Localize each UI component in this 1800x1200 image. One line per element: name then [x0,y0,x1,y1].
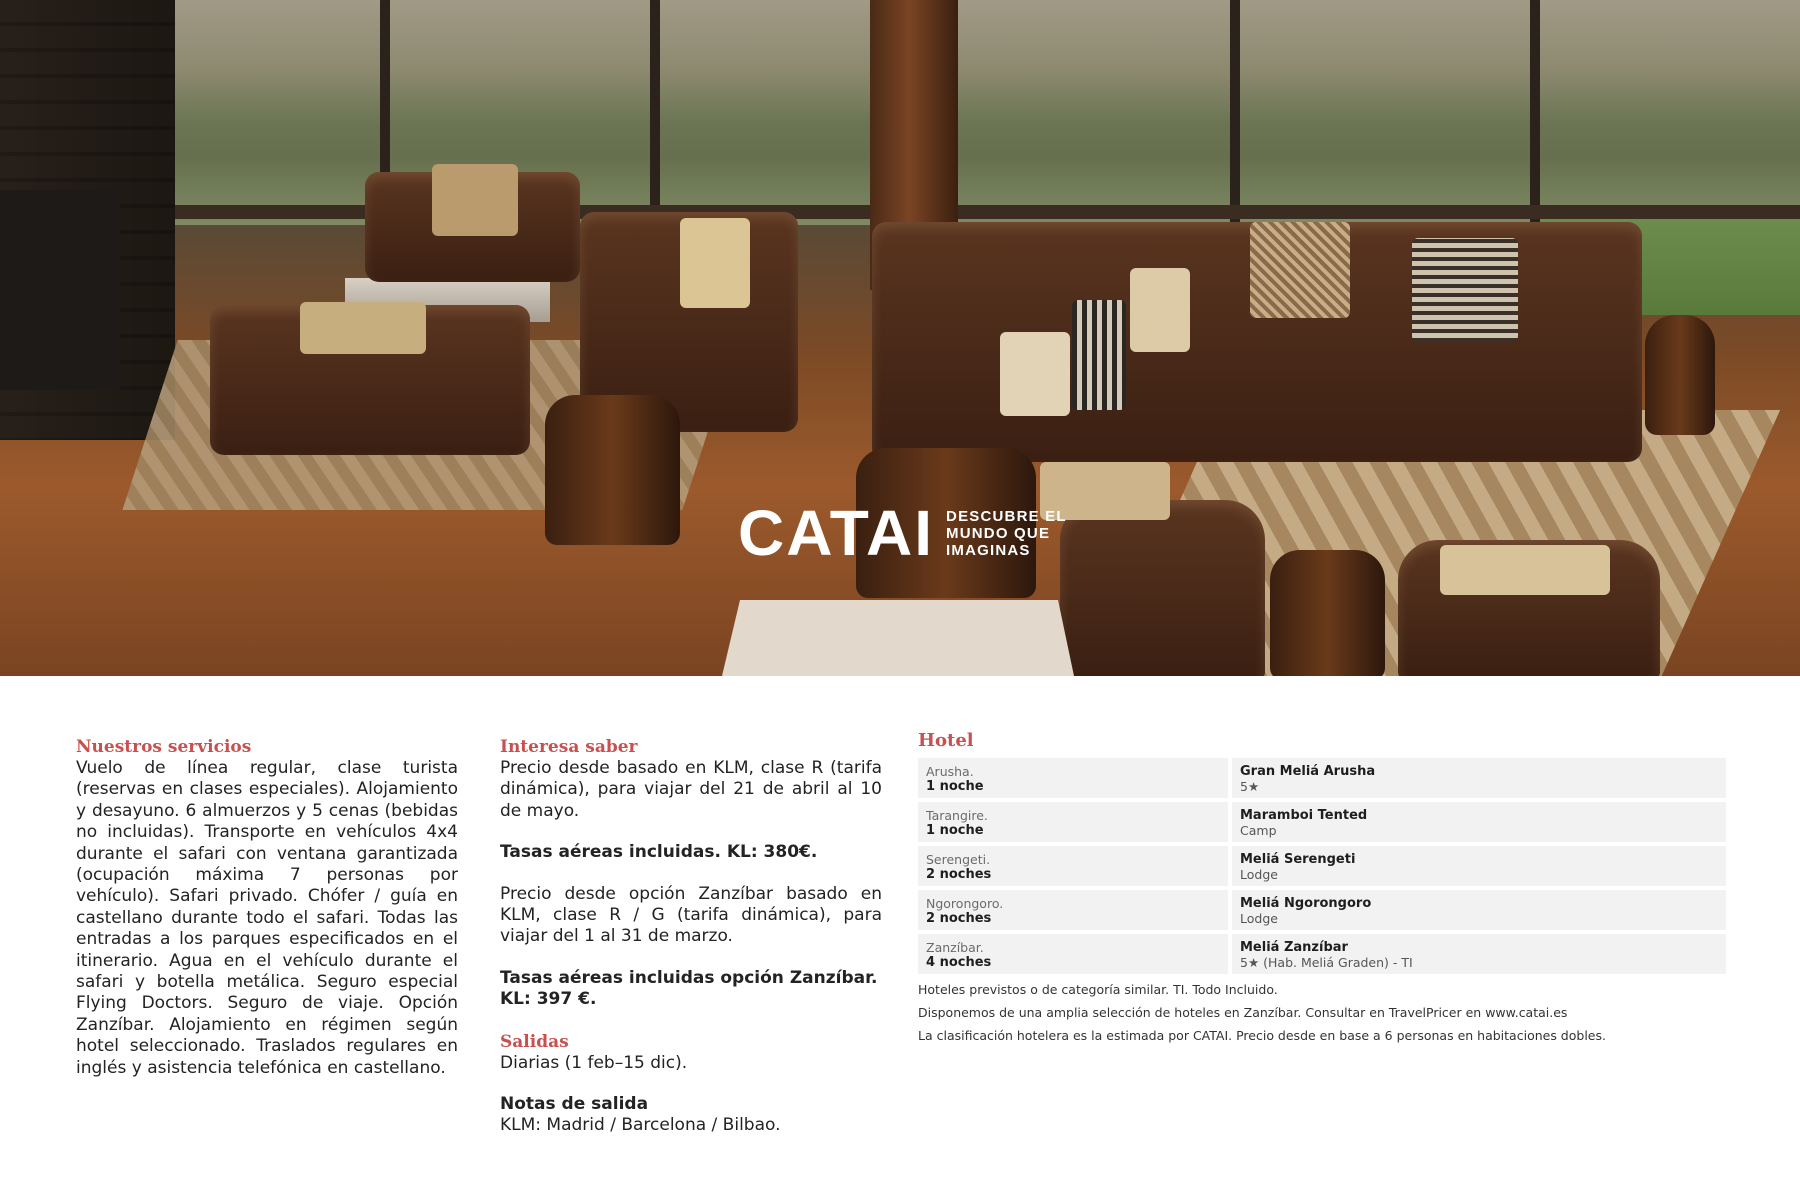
hotel-location: Tarangire. [926,808,988,823]
side-table [1270,550,1385,676]
hotel-note: Hoteles previstos o de categoría similar. TI. Todo Incluido. [918,982,1278,997]
hotel-row [918,846,1726,886]
departure-notes-text: KLM: Madrid / Barcelona / Bilbao. [500,1115,781,1136]
side-table [1645,315,1715,435]
info-section [500,736,882,1137]
hotel-name: Meliá Zanzíbar [1240,940,1348,955]
info-zanzibar-price-text: Precio desde opción Zanzíbar basado en KLM, clase R / G (tarifa dinámica), para viajar del 1 al 31 de marzo. [500,883,882,947]
info-zanzibar-taxes-text: Tasas aéreas incluidas opción Zanzíbar. KL: 397 €. [500,967,878,1010]
info-price-text: Precio desde basado en KLM, clase R (tarifa dinámica), para viajar del 21 de abril al 10 de mayo. [500,758,882,821]
departure-notes-heading: Notas de salida [500,1094,649,1115]
hotel-name: Meliá Ngorongoro [1240,896,1372,911]
info-taxes-text: Tasas aéreas incluidas. KL: 380€. [500,842,818,863]
hotel-section [918,730,1726,1047]
hotel-category: 5★ [1240,779,1260,794]
hotel-location: Arusha. [926,764,974,779]
departures-heading: Salidas [500,1031,569,1052]
hotel-row [918,802,1726,842]
hotel-row [918,758,1726,798]
hotel-heading: Hotel [918,730,974,751]
info-heading: Interesa saber [500,737,638,757]
departures-text: Diarias (1 feb–15 dic). [500,1052,688,1073]
hotel-name: Gran Meliá Arusha [1240,764,1376,779]
fireplace [0,190,120,390]
hotel-note: La clasificación hotelera es la estimada por CATAI. Precio desde en base a 6 personas en habitaciones dobles. [918,1028,1606,1043]
hotel-nights: 1 noche [926,823,984,838]
services-section [76,736,458,1079]
hotel-category: Lodge [1240,867,1278,882]
services-text: Vuelo de línea regular, clase turista (reservas en clases especiales). Alojamiento y desayuno. 6 almuerzos y 5 cenas (bebidas no incluidas). Transporte en vehículos 4x4 durante el safari con ventana garantizada (ocupación máxima 7 personas por vehículo). Safari privado. Chófer / guía en castellano durante todo el safari. Todas las entradas a los parques especificados en el itinerario. Agua en el vehículo durante el safari y botella metálica. Seguro especial Flying Doctors. Seguro de viaje. Opción Zanzíbar. Alojamiento en régimen según hotel seleccionado. Traslados regulares en inglés y asistencia telefónica en castellano. [76,758,458,1078]
hotel-note: Disponemos de una amplia selección de hoteles en Zanzíbar. Consultar en TravelPricer en www.catai.es [918,1005,1568,1020]
hotel-row [918,890,1726,930]
hotel-name: Meliá Serengeti [1240,852,1356,867]
hotel-name: Maramboi Tented [1240,808,1368,823]
hotel-category: 5★ (Hab. Meliá Graden) - TI [1240,955,1413,970]
leather-armchair [1060,500,1265,676]
logo-tagline: DESCUBRE EL MUNDO QUE IMAGINAS [946,507,1067,559]
catai-logo [738,497,1067,569]
hotel-nights: 1 noche [926,779,984,794]
tree-stump-stool [545,395,680,545]
logo-panel [722,600,1074,676]
hotel-nights: 2 noches [926,867,992,882]
hotel-nights: 4 noches [926,955,992,970]
logo-wordmark: CATAI [738,497,935,569]
hotel-category: Lodge [1240,911,1278,926]
hotel-notes [918,978,1726,1047]
services-heading: Nuestros servicios [76,737,252,757]
hotel-location: Zanzíbar. [926,940,984,955]
hotel-location: Ngorongoro. [926,896,1004,911]
hotel-location: Serengeti. [926,852,991,867]
hotel-category: Camp [1240,823,1277,838]
hotel-nights: 2 noches [926,911,992,926]
hotel-row [918,934,1726,974]
